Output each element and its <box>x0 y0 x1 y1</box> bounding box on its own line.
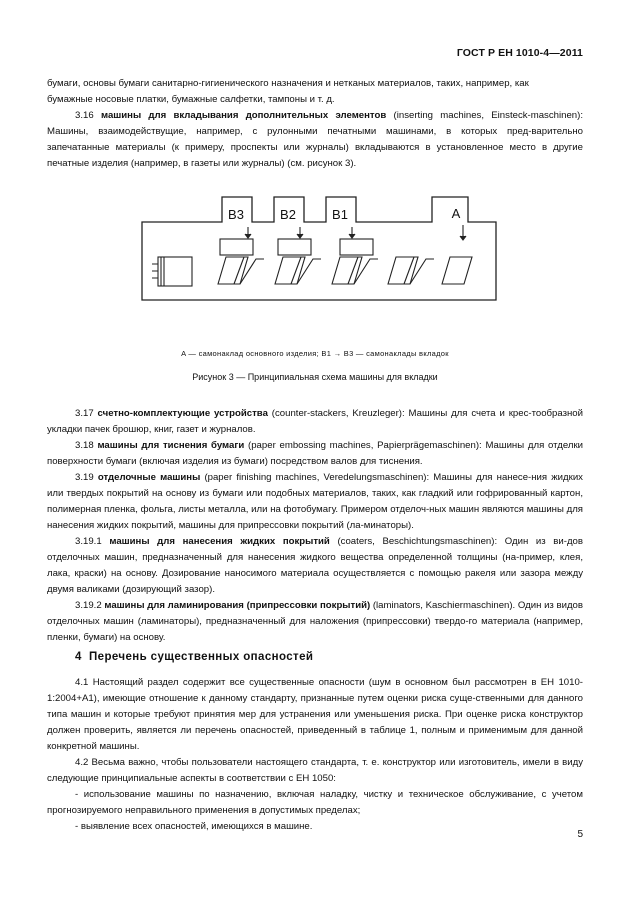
clause-3-19 <box>47 470 583 534</box>
clause-3-17 <box>47 406 583 438</box>
clause-body: (counter-stackers, Kreuzleger): Машины для счета и крес-тообразной укладки пачек брошюр, книг, газет и журналов. <box>47 408 583 435</box>
clause-3-18 <box>47 438 583 470</box>
clause-body: (paper finishing machines, Veredelungsmaschinen): Машины для нанесе-ния жидких или твердых покрытий на основу из бумаги или подобных материалов, таких, как гладкий или гофрированный картон, полимерная пленка, фольга, листы металла, или на фотобумагу. Примером отделоч-ных машин являются машины для нанесения жидких покрытий, машины для припрессовки покрытий (ла-минаторы). <box>47 472 583 531</box>
clause-4-2: 4.2 Весьма важно, чтобы пользователи настоящего стандарта, т. е. конструктор или изготовитель, имели в виду следующие принципиальные аспекты в соответствии с ЕН 1050: <box>47 757 583 784</box>
definitions-text-block <box>47 406 583 646</box>
clause-4-1: 4.1 Настоящий раздел содержит все существенные опасности (шум в основном был рассмотрен в ЕН 1010-1:2004+А1), имеющие отношение к данному стандарту, признанные путем оценки риска суще-ственными для данного типа машин и которые требуют принятия мер для устранения или уменьшения риска. При оценке риска конструктор должен проверить, является ли перечень опасностей, приведенный в таблице 1, полным и применимым для данной конкретной машины. <box>47 677 583 752</box>
clause-body: (coaters, Beschichtungsmaschinen): Один из ви-дов отделочных машин, предназначенный для нанесения жидкого вещества определенной толщины (на-пример, клея, лака, краски) на основу. Дозирование наносимого материала осуществляется с помощью ракеля или зазора между двумя валиками (дозирующий зазор). <box>47 536 583 595</box>
label-a: A <box>451 206 461 221</box>
bullet-item-1: - использование машины по назначению, включая наладку, чистку и техническое обслуживание, с учетом прогнозируемого неправильного применения в допустимых пределах; <box>47 789 583 816</box>
section-number: 4 <box>75 651 82 663</box>
figure-3-insert-machine-diagram <box>140 189 500 322</box>
clause-body: (laminators, Kaschiermaschinen). Один из видов отделочных машин (ламинаторы), предназначенный для наложения (припрессовки) твердо-го материала (например, пленки, бумаги) на основу. <box>47 600 583 643</box>
pocket-1 <box>218 257 264 284</box>
clause-body: (paper embossing machines, Papierprägemaschinen): Машины для отделки поверхности бумаги (включая изделия из бумаги) посредством валов для тиснения. <box>47 440 583 467</box>
label-b1: B1 <box>332 207 348 222</box>
continuation-line-2: бумажные носовые платки, бумажные салфетки, тампоны и т. д. <box>47 94 335 105</box>
clause-number: 3.17 <box>75 408 94 419</box>
clause-3-19-1 <box>47 534 583 598</box>
clause-number: 3.19 <box>75 472 94 483</box>
clause-term: машины для ламинирования (припрессовки покрытий) <box>104 600 371 611</box>
clause-term: машины для нанесения жидких покрытий <box>109 536 330 547</box>
feeder-b1 <box>340 227 373 255</box>
clause-number: 3.19.2 <box>75 600 102 611</box>
label-b3: B3 <box>228 207 244 222</box>
clause-body: (inserting machines, Einsteck-maschinen): Машины, взаимодействущие, например, с рулонными печатными машинами, в которых пред-варительно запечатанные материалы (к примеру, проспекты или журналы) вкладываются в установленное место в другие печатные изделия (например, в газеты или журналы) (см. рисунок 3). <box>47 110 583 169</box>
clause-term: машины для вкладывания дополнительных элементов <box>100 110 387 121</box>
clause-term: счетно-комплектующие устройства <box>97 408 268 419</box>
figure-legend: A — самонаклад основного изделия; B1 → B3 — самонаклады вкладок <box>181 349 449 358</box>
clause-number: 3.18 <box>75 440 94 451</box>
continuation-line-1: бумаги, основы бумаги санитарно-гигиенического назначения и нетканых материалов, таких, например, как <box>47 78 529 89</box>
bullet-item-2: - выявление всех опасностей, имеющихся в машине. <box>75 821 313 832</box>
clause-number: 3.16 <box>75 110 94 121</box>
page-number: 5 <box>577 829 583 840</box>
clause-3-19-2 <box>47 598 583 646</box>
label-b2: B2 <box>280 207 296 222</box>
document-code-header: ГОСТ Р ЕН 1010-4—2011 <box>456 47 583 59</box>
clause-3-16 <box>47 108 583 172</box>
pocket-2 <box>275 257 321 284</box>
feeder-a-arrow <box>460 225 466 240</box>
pocket-5 <box>442 257 472 284</box>
section-4-heading <box>75 651 313 663</box>
feeder-b2 <box>278 227 311 255</box>
section-title: Перечень существенных опасностей <box>89 651 314 663</box>
clause-number: 3.19.1 <box>75 536 102 547</box>
clause-term: машины для тиснения бумаги <box>97 440 245 451</box>
pocket-3 <box>332 257 378 284</box>
pocket-4 <box>388 257 434 284</box>
feeder-b3 <box>220 227 253 255</box>
section-4-text-block <box>47 675 583 835</box>
output-stack <box>152 257 192 286</box>
intro-text-block <box>47 76 583 172</box>
figure-caption: Рисунок 3 — Принципиальная схема машины для вкладки <box>192 372 438 382</box>
clause-term: отделочные машины <box>97 472 201 483</box>
